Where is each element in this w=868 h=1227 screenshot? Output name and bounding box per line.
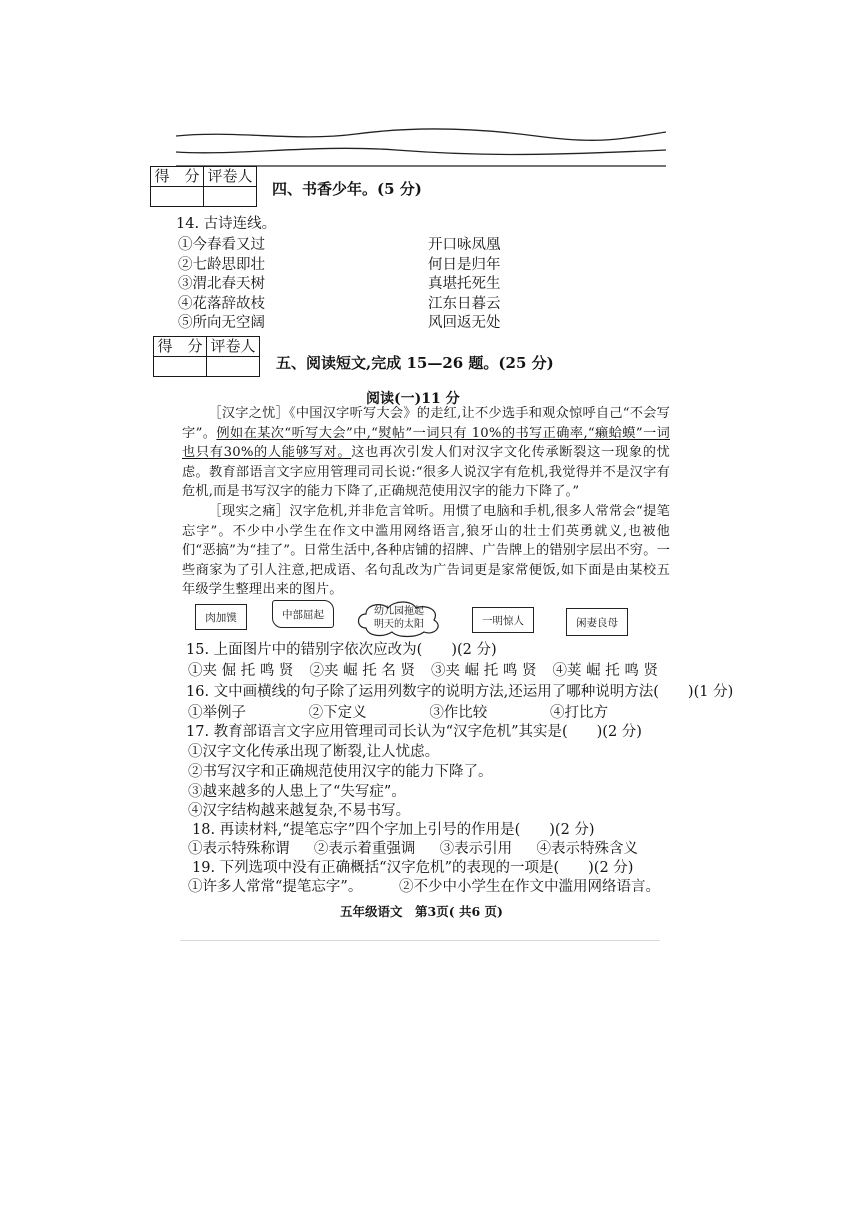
option[interactable]: ②夹 崛 托 名 贤 (309, 663, 415, 679)
question-19-options (188, 877, 660, 897)
poem-right-item[interactable]: 风回返无处 (428, 315, 501, 331)
option[interactable]: ④打比方 (549, 705, 608, 721)
option[interactable]: ④荚 崛 托 鸣 贤 (552, 663, 658, 679)
section-5-title: 五、阅读短文,完成 15—26 题。(25 分) (276, 354, 554, 372)
poem-right-column (428, 236, 501, 334)
scan-artifact-line (180, 940, 660, 941)
sign-picture-1: 肉加馍 (195, 604, 247, 630)
grader-cell[interactable] (204, 187, 257, 207)
poem-right-item[interactable]: 开口咏凤凰 (428, 237, 501, 253)
option[interactable]: ④表示特殊含义 (536, 841, 638, 857)
question-14-prompt: 14. 古诗连线。 (176, 216, 277, 232)
poem-right-item[interactable]: 何日是归年 (428, 256, 501, 273)
question-16-options (188, 703, 608, 723)
option[interactable]: ②表示着重强调 (313, 841, 416, 857)
question-15-options (188, 661, 658, 681)
question-15: 15. 上面图片中的错别字依次应改为( )(2 分) (186, 642, 497, 658)
reading-1-title: 阅读(一)11 分 (366, 391, 460, 407)
poem-left-item[interactable]: ⑤所向无空阔 (178, 315, 265, 331)
poem-right-item[interactable]: 真堪托死生 (428, 276, 501, 292)
page-footer: 五年级语文 第3页( 共6 页) (340, 904, 503, 919)
score-label: 得 分 (151, 167, 204, 187)
sign-picture-3-text: 幼儿园拖起 明天的太阳 (374, 606, 424, 630)
option[interactable]: ③越来越多的人患上了“失写症”。 (188, 784, 406, 800)
question-18-options (188, 839, 638, 859)
passage-p1-rest: 这也再次引发人们对汉字文化传承断裂这一现象的忧虑。教育部语言文字应用管理司司长说:“很多人说汉字有危机,我觉得并不是汉字有危机,而是书写汉字的能力下降了,正确规范使用汉字的能力下降了。” (182, 445, 670, 500)
poem-left-item[interactable]: ④花落辞故枝 (178, 295, 265, 312)
option[interactable]: ③作比较 (429, 705, 488, 721)
option[interactable]: ①夹 倔 托 鸣 贤 (188, 663, 294, 679)
question-18: 18. 再读材料,“提笔忘字”四个字加上引号的作用是( )(2 分) (192, 822, 595, 838)
score-cell[interactable] (154, 357, 207, 377)
score-cell[interactable] (151, 187, 204, 207)
passage-paragraph-2: ［现实之痛］汉字危机,并非危言耸听。用惯了电脑和手机,很多人常常会“提笔忘字”。不少中小学生在作文中滥用网络语言,狼牙山的壮士们英勇就义,也被他们“恶搞”为“挂了”。日常生活中,各种店铺的招牌、广告牌上的错别字层出不穷。一些商家为了引人注意,把成语、名句乱改为广告词更是家常便饭,如下面是由某校五年级学生整理出来的图片。 (182, 504, 670, 598)
option[interactable]: ①表示特殊称谓 (188, 841, 290, 857)
score-box-section-5 (153, 336, 260, 377)
poem-left-item[interactable]: ③渭北春天树 (178, 276, 265, 292)
option[interactable]: ④汉字结构越来越复杂,不易书写。 (188, 803, 411, 819)
question-16: 16. 文中画横线的句子除了运用列数字的说明方法,还运用了哪种说明方法( )(1 分) (186, 684, 734, 700)
option[interactable]: ①汉字文化传承出现了断裂,让人忧虑。 (188, 744, 440, 760)
sign-picture-4: 一明惊人 (472, 607, 534, 633)
option[interactable]: ①许多人常常“提笔忘字”。 (188, 879, 363, 895)
passage-p1-intro: ［汉字之忧］《中国汉字听写大会》的走红,让不少选手和观众惊呼自己“不会写字”。 (182, 406, 670, 441)
poem-left-item[interactable]: ①今春看又过 (178, 237, 265, 253)
poem-left-item[interactable]: ②七龄思即壮 (178, 256, 265, 273)
grader-label: 评卷人 (204, 167, 257, 187)
poem-right-item[interactable]: 江东日暮云 (428, 295, 501, 312)
passage-p1-underlined-sentence: 例如在某次“听写大会”中,“熨帖”一词只有 10%的书写正确率,“癞蛤蟆”一词也只有30%的人能够写对。 (182, 425, 670, 461)
question-17: 17. 教育部语言文字应用管理司司长认为“汉字危机”其实是( )(2 分) (186, 724, 642, 740)
option[interactable]: ①举例子 (188, 705, 246, 721)
passage-paragraph-1 (182, 404, 670, 502)
option[interactable]: ②下定义 (308, 705, 367, 721)
grader-cell[interactable] (207, 357, 260, 377)
score-label: 得 分 (154, 337, 207, 357)
option[interactable]: ②书写汉字和正确规范使用汉字的能力下降了。 (188, 764, 493, 780)
option[interactable]: ②不少中小学生在作文中滥用网络语言。 (399, 879, 660, 895)
section-4-title: 四、书香少年。(5 分) (272, 180, 422, 198)
poem-left-column (178, 236, 265, 334)
sign-picture-5: 闲妻良母 (566, 608, 628, 636)
option[interactable]: ③夹 崛 托 鸣 贤 (431, 663, 537, 679)
option[interactable]: ③表示引用 (439, 841, 513, 857)
question-19: 19. 下列选项中没有正确概括“汉字危机”的表现的一项是( )(2 分) (192, 860, 634, 876)
score-box-section-4 (150, 166, 257, 207)
sign-picture-2: 中部屈起 (272, 600, 334, 628)
sign-picture-3 (354, 598, 444, 638)
grader-label: 评卷人 (207, 337, 260, 357)
